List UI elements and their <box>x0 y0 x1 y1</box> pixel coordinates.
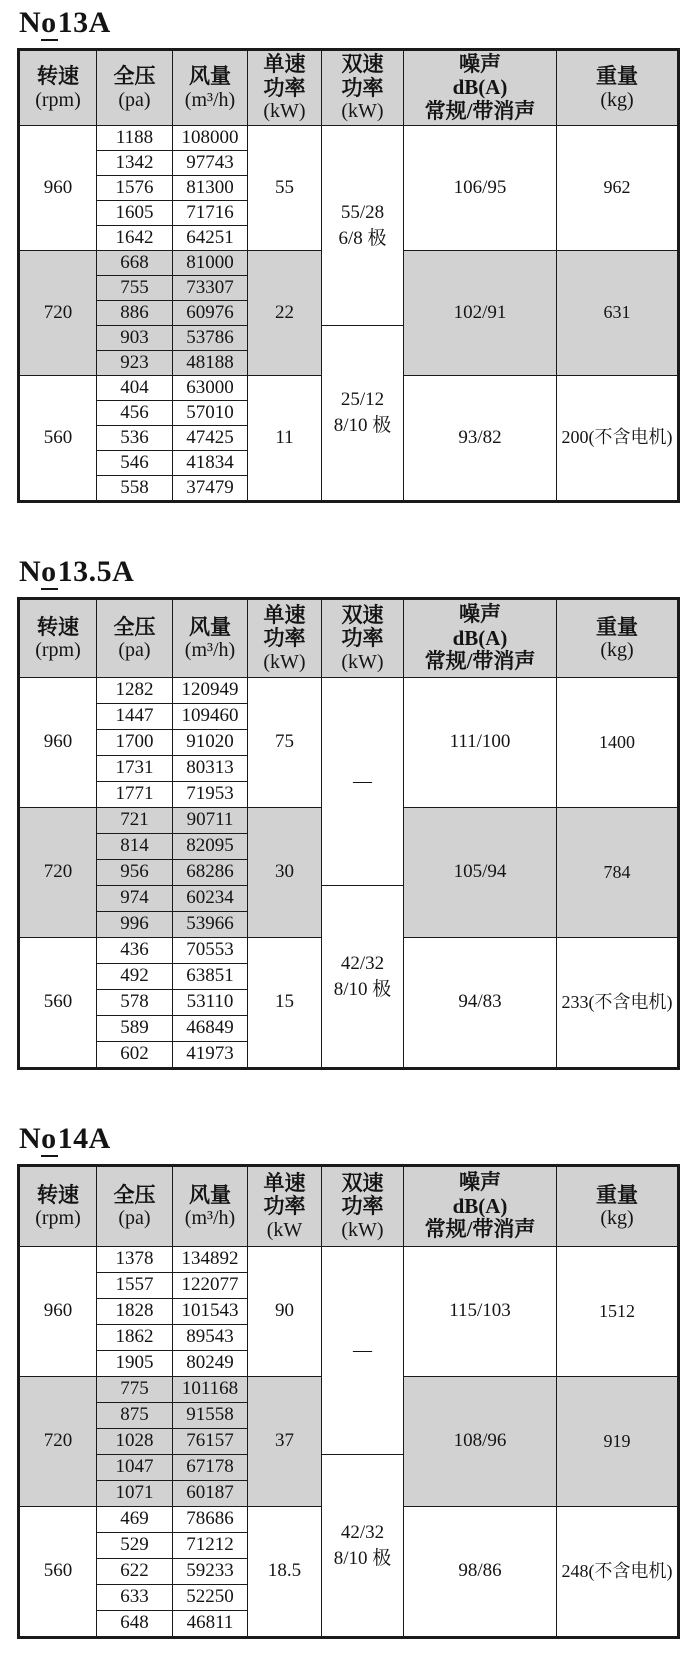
header-line: 转速 <box>37 1182 79 1207</box>
weight-header <box>557 599 679 678</box>
rpm-cell: 560 <box>19 376 97 502</box>
pressure-cell: 633 <box>97 1585 173 1611</box>
flow-header <box>173 1166 248 1247</box>
weight-cell: 248(不含电机) <box>557 1507 679 1638</box>
header-line: (kW) <box>263 650 306 673</box>
flow-cell: 67178 <box>173 1455 248 1481</box>
rpm-cell: 720 <box>19 251 97 376</box>
pressure-cell: 1188 <box>97 126 173 151</box>
header-line: 噪声 <box>459 1170 501 1195</box>
flow-cell: 73307 <box>173 276 248 301</box>
rpm-cell: 960 <box>19 126 97 251</box>
speed-header <box>19 599 97 678</box>
header-line: (rpm) <box>35 639 81 662</box>
spec-table-no14a <box>17 1164 680 1639</box>
pressure-cell: 436 <box>97 938 173 964</box>
dual-power-line: 8/10 极 <box>333 978 392 1000</box>
header-line: (kW) <box>341 100 384 123</box>
header-line: 全压 <box>113 614 156 639</box>
header-line: 功率 <box>263 75 306 100</box>
flow-cell: 68286 <box>173 860 248 886</box>
header-line: dB(A) <box>452 1193 508 1218</box>
header-line: 重量 <box>596 64 638 89</box>
pressure-cell: 1557 <box>97 1273 173 1299</box>
header-line: (m³/h) <box>184 639 236 662</box>
header-line: 常规/带消声 <box>424 98 536 123</box>
pressure-cell: 903 <box>97 326 173 351</box>
model-number: 14A <box>57 1122 111 1155</box>
dual-power-cell <box>322 326 404 502</box>
header-line: 双速 <box>341 1170 384 1195</box>
flow-cell: 60234 <box>173 886 248 912</box>
rpm-cell: 560 <box>19 938 97 1069</box>
pressure-cell: 1282 <box>97 678 173 704</box>
header-line: (kg) <box>600 88 634 111</box>
dual-power-line: 8/10 极 <box>333 415 392 436</box>
flow-cell: 97743 <box>173 151 248 176</box>
dual-power-line: 6/8 极 <box>338 227 387 249</box>
pressure-cell: 1447 <box>97 704 173 730</box>
header-line: 单速 <box>263 1170 306 1195</box>
single-power-cell: 15 <box>248 938 322 1069</box>
weight-cell: 919 <box>557 1377 679 1507</box>
table-title-no14a <box>19 1122 679 1155</box>
noise-header <box>404 1166 557 1247</box>
single-power-cell: 22 <box>248 251 322 376</box>
header-line: (kW) <box>263 100 306 123</box>
pressure-cell: 529 <box>97 1533 173 1559</box>
flow-cell: 122077 <box>173 1273 248 1299</box>
header-line: 风量 <box>189 1182 231 1207</box>
pressure-cell: 469 <box>97 1507 173 1533</box>
header-line: 转速 <box>37 64 79 89</box>
pressure-cell: 1605 <box>97 201 173 226</box>
pressure-cell: 668 <box>97 251 173 276</box>
flow-cell: 71716 <box>173 201 248 226</box>
flow-cell: 52250 <box>173 1585 248 1611</box>
header-line: dB(A) <box>452 75 508 100</box>
flow-cell: 63851 <box>173 964 248 990</box>
noise-cell: 106/95 <box>404 126 557 251</box>
flow-cell: 59233 <box>173 1559 248 1585</box>
pressure-cell: 814 <box>97 834 173 860</box>
dual-power-cell <box>322 1247 404 1455</box>
flow-cell: 109460 <box>173 704 248 730</box>
header-line: 常规/带消声 <box>424 1217 536 1242</box>
flow-cell: 101543 <box>173 1299 248 1325</box>
noise-cell: 94/83 <box>404 938 557 1069</box>
dual-power-line: 25/12 <box>340 389 385 411</box>
single-power-cell: 75 <box>248 678 322 808</box>
single-power-header <box>248 1166 322 1247</box>
header-line: 转速 <box>37 614 79 639</box>
noise-cell: 108/96 <box>404 1377 557 1507</box>
header-line: 功率 <box>263 1194 306 1219</box>
dual-power-line: — <box>353 1339 372 1361</box>
spec-section-no13a <box>17 6 679 503</box>
numero-n: N <box>19 6 42 39</box>
pressure-cell: 578 <box>97 990 173 1016</box>
single-power-header <box>248 599 322 678</box>
header-line: (m³/h) <box>184 1207 236 1230</box>
noise-cell: 105/94 <box>404 808 557 938</box>
pressure-cell: 1642 <box>97 226 173 251</box>
flow-cell: 120949 <box>173 678 248 704</box>
weight-header <box>557 1166 679 1247</box>
flow-cell: 90711 <box>173 808 248 834</box>
flow-cell: 76157 <box>173 1429 248 1455</box>
pressure-cell: 1828 <box>97 1299 173 1325</box>
pressure-header <box>97 1166 173 1247</box>
flow-cell: 46811 <box>173 1611 248 1638</box>
pressure-cell: 1047 <box>97 1455 173 1481</box>
flow-cell: 37479 <box>173 476 248 502</box>
spec-table-no13-5a <box>17 597 680 1070</box>
flow-cell: 53786 <box>173 326 248 351</box>
flow-cell: 53966 <box>173 912 248 938</box>
numero-o: o <box>41 555 57 588</box>
single-power-cell: 30 <box>248 808 322 938</box>
pressure-cell: 1771 <box>97 782 173 808</box>
spec-section-no14a <box>17 1122 679 1639</box>
flow-cell: 48188 <box>173 351 248 376</box>
pressure-cell: 1862 <box>97 1325 173 1351</box>
flow-cell: 57010 <box>173 401 248 426</box>
pressure-cell: 536 <box>97 426 173 451</box>
header-line: 全压 <box>113 1182 156 1207</box>
data-row <box>19 678 679 704</box>
header-line: (pa) <box>118 88 151 111</box>
header-line: (pa) <box>118 1207 151 1230</box>
flow-cell: 81300 <box>173 176 248 201</box>
pressure-cell: 923 <box>97 351 173 376</box>
pressure-cell: 1378 <box>97 1247 173 1273</box>
weight-cell: 1400 <box>557 678 679 808</box>
header-line: (kg) <box>600 1207 634 1230</box>
header-line: (kg) <box>600 639 634 662</box>
dual-power-header <box>322 1166 404 1247</box>
pressure-cell: 1700 <box>97 730 173 756</box>
pressure-cell: 602 <box>97 1042 173 1069</box>
noise-cell: 102/91 <box>404 251 557 376</box>
header-line: (rpm) <box>35 88 81 111</box>
header-line: 功率 <box>341 75 384 100</box>
rpm-cell: 720 <box>19 808 97 938</box>
flow-cell: 60187 <box>173 1481 248 1507</box>
dual-power-cell <box>322 678 404 886</box>
dual-power-line: — <box>353 770 372 792</box>
flow-cell: 89543 <box>173 1325 248 1351</box>
pressure-cell: 775 <box>97 1377 173 1403</box>
flow-cell: 80249 <box>173 1351 248 1377</box>
flow-cell: 101168 <box>173 1377 248 1403</box>
weight-cell: 200(不含电机) <box>557 376 679 502</box>
table-title-no13a <box>19 6 679 39</box>
pressure-cell: 558 <box>97 476 173 502</box>
pressure-cell: 648 <box>97 1611 173 1638</box>
dual-power-header <box>322 599 404 678</box>
pressure-cell: 404 <box>97 376 173 401</box>
speed-header <box>19 1166 97 1247</box>
numero-n: N <box>19 1122 42 1155</box>
single-power-cell: 90 <box>248 1247 322 1377</box>
header-line: 双速 <box>341 52 384 77</box>
header-line: 功率 <box>263 626 306 651</box>
pressure-cell: 721 <box>97 808 173 834</box>
noise-header <box>404 50 557 126</box>
header-line: 单速 <box>263 602 306 627</box>
flow-cell: 71212 <box>173 1533 248 1559</box>
single-power-cell: 18.5 <box>248 1507 322 1638</box>
flow-cell: 108000 <box>173 126 248 151</box>
flow-cell: 60976 <box>173 301 248 326</box>
pressure-cell: 1342 <box>97 151 173 176</box>
flow-cell: 46849 <box>173 1016 248 1042</box>
flow-cell: 78686 <box>173 1507 248 1533</box>
header-line: 双速 <box>341 602 384 627</box>
header-line: (kW) <box>341 650 384 673</box>
weight-cell: 784 <box>557 808 679 938</box>
flow-cell: 91558 <box>173 1403 248 1429</box>
rpm-cell: 720 <box>19 1377 97 1507</box>
flow-cell: 134892 <box>173 1247 248 1273</box>
pressure-cell: 996 <box>97 912 173 938</box>
header-row <box>19 599 679 678</box>
header-line: 噪声 <box>459 602 501 627</box>
flow-header <box>173 599 248 678</box>
noise-cell: 111/100 <box>404 678 557 808</box>
header-line: 重量 <box>596 1182 638 1207</box>
rpm-cell: 960 <box>19 678 97 808</box>
pressure-cell: 1905 <box>97 1351 173 1377</box>
header-line: (rpm) <box>35 1207 81 1230</box>
header-line: (pa) <box>118 639 151 662</box>
pressure-cell: 589 <box>97 1016 173 1042</box>
single-power-header <box>248 50 322 126</box>
model-number: 13.5A <box>57 555 135 588</box>
flow-cell: 71953 <box>173 782 248 808</box>
pressure-cell: 622 <box>97 1559 173 1585</box>
flow-cell: 41834 <box>173 451 248 476</box>
flow-cell: 81000 <box>173 251 248 276</box>
header-line: 重量 <box>596 614 638 639</box>
flow-cell: 80313 <box>173 756 248 782</box>
pressure-cell: 492 <box>97 964 173 990</box>
flow-cell: 64251 <box>173 226 248 251</box>
flow-cell: 53110 <box>173 990 248 1016</box>
numero-o: o <box>41 1122 57 1155</box>
flow-cell: 63000 <box>173 376 248 401</box>
flow-header <box>173 50 248 126</box>
weight-cell: 962 <box>557 126 679 251</box>
spec-section-no13-5a <box>17 555 679 1070</box>
pressure-cell: 886 <box>97 301 173 326</box>
pressure-header <box>97 50 173 126</box>
header-line: 功率 <box>341 626 384 651</box>
single-power-cell: 55 <box>248 126 322 251</box>
noise-cell: 115/103 <box>404 1247 557 1377</box>
noise-header <box>404 599 557 678</box>
header-line: 全压 <box>113 64 156 89</box>
speed-header <box>19 50 97 126</box>
header-line: 风量 <box>189 64 231 89</box>
table-title-no13-5a <box>19 555 679 588</box>
weight-cell: 631 <box>557 251 679 376</box>
dual-power-cell <box>322 126 404 326</box>
flow-cell: 82095 <box>173 834 248 860</box>
dual-power-header <box>322 50 404 126</box>
numero-n: N <box>19 555 42 588</box>
header-line: 风量 <box>189 614 231 639</box>
spec-table-no13a <box>17 48 680 503</box>
pressure-cell: 1071 <box>97 1481 173 1507</box>
numero-o: o <box>41 6 57 39</box>
pressure-cell: 456 <box>97 401 173 426</box>
pressure-cell: 755 <box>97 276 173 301</box>
pressure-cell: 956 <box>97 860 173 886</box>
header-line: (kW) <box>341 1218 384 1241</box>
dual-power-line: 42/32 <box>340 1521 385 1543</box>
pressure-cell: 1576 <box>97 176 173 201</box>
header-line: (m³/h) <box>184 88 236 111</box>
flow-cell: 47425 <box>173 426 248 451</box>
pressure-cell: 546 <box>97 451 173 476</box>
model-number: 13A <box>57 6 111 39</box>
noise-cell: 93/82 <box>404 376 557 502</box>
dual-power-line: 55/28 <box>340 201 385 223</box>
dual-power-line: 8/10 极 <box>333 1547 392 1569</box>
header-line: dB(A) <box>452 625 508 650</box>
single-power-cell: 11 <box>248 376 322 502</box>
flow-cell: 91020 <box>173 730 248 756</box>
single-power-cell: 37 <box>248 1377 322 1507</box>
rpm-cell: 560 <box>19 1507 97 1638</box>
header-line: 单速 <box>263 52 306 77</box>
pressure-header <box>97 599 173 678</box>
header-line: 常规/带消声 <box>424 649 536 674</box>
header-line: 噪声 <box>459 51 501 76</box>
weight-cell: 233(不含电机) <box>557 938 679 1069</box>
header-line: (kW <box>266 1218 303 1241</box>
header-row <box>19 1166 679 1247</box>
pressure-cell: 974 <box>97 886 173 912</box>
header-row <box>19 50 679 126</box>
pressure-cell: 1028 <box>97 1429 173 1455</box>
weight-cell: 1512 <box>557 1247 679 1377</box>
noise-cell: 98/86 <box>404 1507 557 1638</box>
dual-power-line: 42/32 <box>340 952 385 974</box>
header-line: 功率 <box>341 1194 384 1219</box>
flow-cell: 70553 <box>173 938 248 964</box>
pressure-cell: 875 <box>97 1403 173 1429</box>
weight-header <box>557 50 679 126</box>
flow-cell: 41973 <box>173 1042 248 1069</box>
dual-power-cell <box>322 886 404 1069</box>
pressure-cell: 1731 <box>97 756 173 782</box>
data-row <box>19 1247 679 1273</box>
dual-power-cell <box>322 1455 404 1638</box>
rpm-cell: 960 <box>19 1247 97 1377</box>
data-row <box>19 126 679 151</box>
